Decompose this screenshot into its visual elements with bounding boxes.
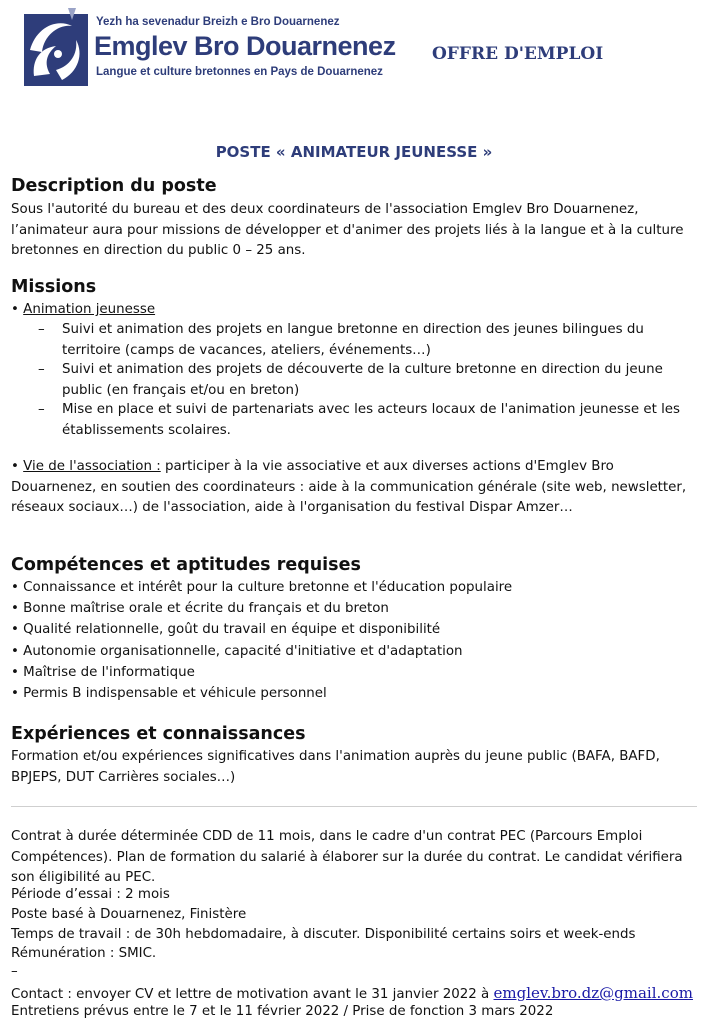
competence-item: • Qualité relationnelle, goût du travail en équipe et disponibilité xyxy=(11,622,441,637)
animation-jeunesse-label: Animation jeunesse xyxy=(23,302,156,317)
vie-association-label: Vie de l'association : xyxy=(23,459,161,474)
competence-item: • Bonne maîtrise orale et écrite du français et du breton xyxy=(11,601,389,616)
bullet: • xyxy=(11,302,19,317)
mission-item xyxy=(38,360,688,401)
contract-text: Contrat à durée déterminée CDD de 11 mois, dans le cadre d'un contrat PEC (Parcours Emploi Compétences). Plan de formation du salarié à élaborer sur la durée du contrat. Le candidat vérifiera son éligibilité au PEC. xyxy=(11,829,683,885)
mission-item xyxy=(38,400,688,441)
mission-item-text: Suivi et animation des projets en langue bretonne en direction des jeunes bilingues du territoire (camps de vacances, ateliers, événements…) xyxy=(62,322,644,358)
org-tagline: Yezh ha sevenadur Breizh e Bro Douarnenez xyxy=(96,16,340,28)
missions-heading: Missions xyxy=(11,277,97,297)
description-heading: Description du poste xyxy=(11,176,217,196)
dash-marker: – xyxy=(38,322,45,337)
org-subtitle: Langue et culture bretonnes en Pays de Douarnenez xyxy=(96,66,383,78)
mission-item-text: Mise en place et suivi de partenariats avec les acteurs locaux de l'animation jeunesse et les établissements scolaires. xyxy=(62,402,681,438)
interviews-line: Entretiens prévus entre le 7 et le 11 février 2022 / Prise de fonction 3 mars 2022 xyxy=(11,1004,554,1019)
trial-period: Période d’essai : 2 mois xyxy=(11,887,170,902)
job-title: POSTE « ANIMATEUR JEUNESSE » xyxy=(215,143,493,161)
email-link[interactable]: emglev.bro.dz@gmail.com xyxy=(493,984,693,1002)
competence-item: • Permis B indispensable et véhicule personnel xyxy=(11,686,327,701)
animation-jeunesse-line xyxy=(11,300,155,321)
dash-marker: – xyxy=(38,402,45,417)
competence-item: • Autonomie organisationnelle, capacité d'initiative et d'adaptation xyxy=(11,644,463,659)
section-divider xyxy=(11,806,697,807)
working-hours: Temps de travail : de 30h hebdomadaire, à discuter. Disponibilité certains soirs et week-ends xyxy=(11,927,636,942)
offer-title: OFFRE D'EMPLOI xyxy=(432,44,604,64)
description-text: Sous l'autorité du bureau et des deux coordinateurs de l'association Emglev Bro Douarnenez, l’animateur aura pour missions de développer et d'animer des projets liés à la langue et à la culture bretonnes en direction du public 0 – 25 ans. xyxy=(11,202,684,258)
dash-marker: – xyxy=(38,362,45,377)
bullet: • xyxy=(11,459,19,474)
org-name: Emglev Bro Douarnenez xyxy=(94,31,396,61)
salary: Rémunération : SMIC. xyxy=(11,946,157,961)
mission-item xyxy=(38,320,688,361)
competences-heading: Compétences et aptitudes requises xyxy=(11,555,361,575)
contact-text: Contact : envoyer CV et lettre de motivation avant le 31 janvier 2022 à xyxy=(11,987,494,1002)
mission-item-text: Suivi et animation des projets de découverte de la culture bretonne en direction du jeune public (en français et/ou en breton) xyxy=(62,362,663,398)
competence-item: • Connaissance et intérêt pour la culture bretonne et l'éducation populaire xyxy=(11,580,513,595)
experiences-text: Formation et/ou expériences significatives dans l'animation auprès du jeune public (BAFA, BAFD, BPJEPS, DUT Carrières sociales…) xyxy=(11,749,660,785)
separator-dash: – xyxy=(11,964,18,979)
triskell-logo-icon xyxy=(22,6,90,88)
vie-association-text: participer à la vie associative et aux diverses actions d'Emglev Bro Douarnenez, en soutien des coordinateurs : aide à la communication générale (site web, newsletter, réseaux sociaux…) de l'association, aide à l'organisation du festival Dispar Amzer… xyxy=(11,459,687,515)
job-location: Poste basé à Douarnenez, Finistère xyxy=(11,907,247,922)
competence-item: • Maîtrise de l'informatique xyxy=(11,665,195,680)
vie-association-paragraph xyxy=(11,457,699,519)
experiences-heading: Expériences et connaissances xyxy=(11,724,306,744)
page-header xyxy=(0,0,708,100)
